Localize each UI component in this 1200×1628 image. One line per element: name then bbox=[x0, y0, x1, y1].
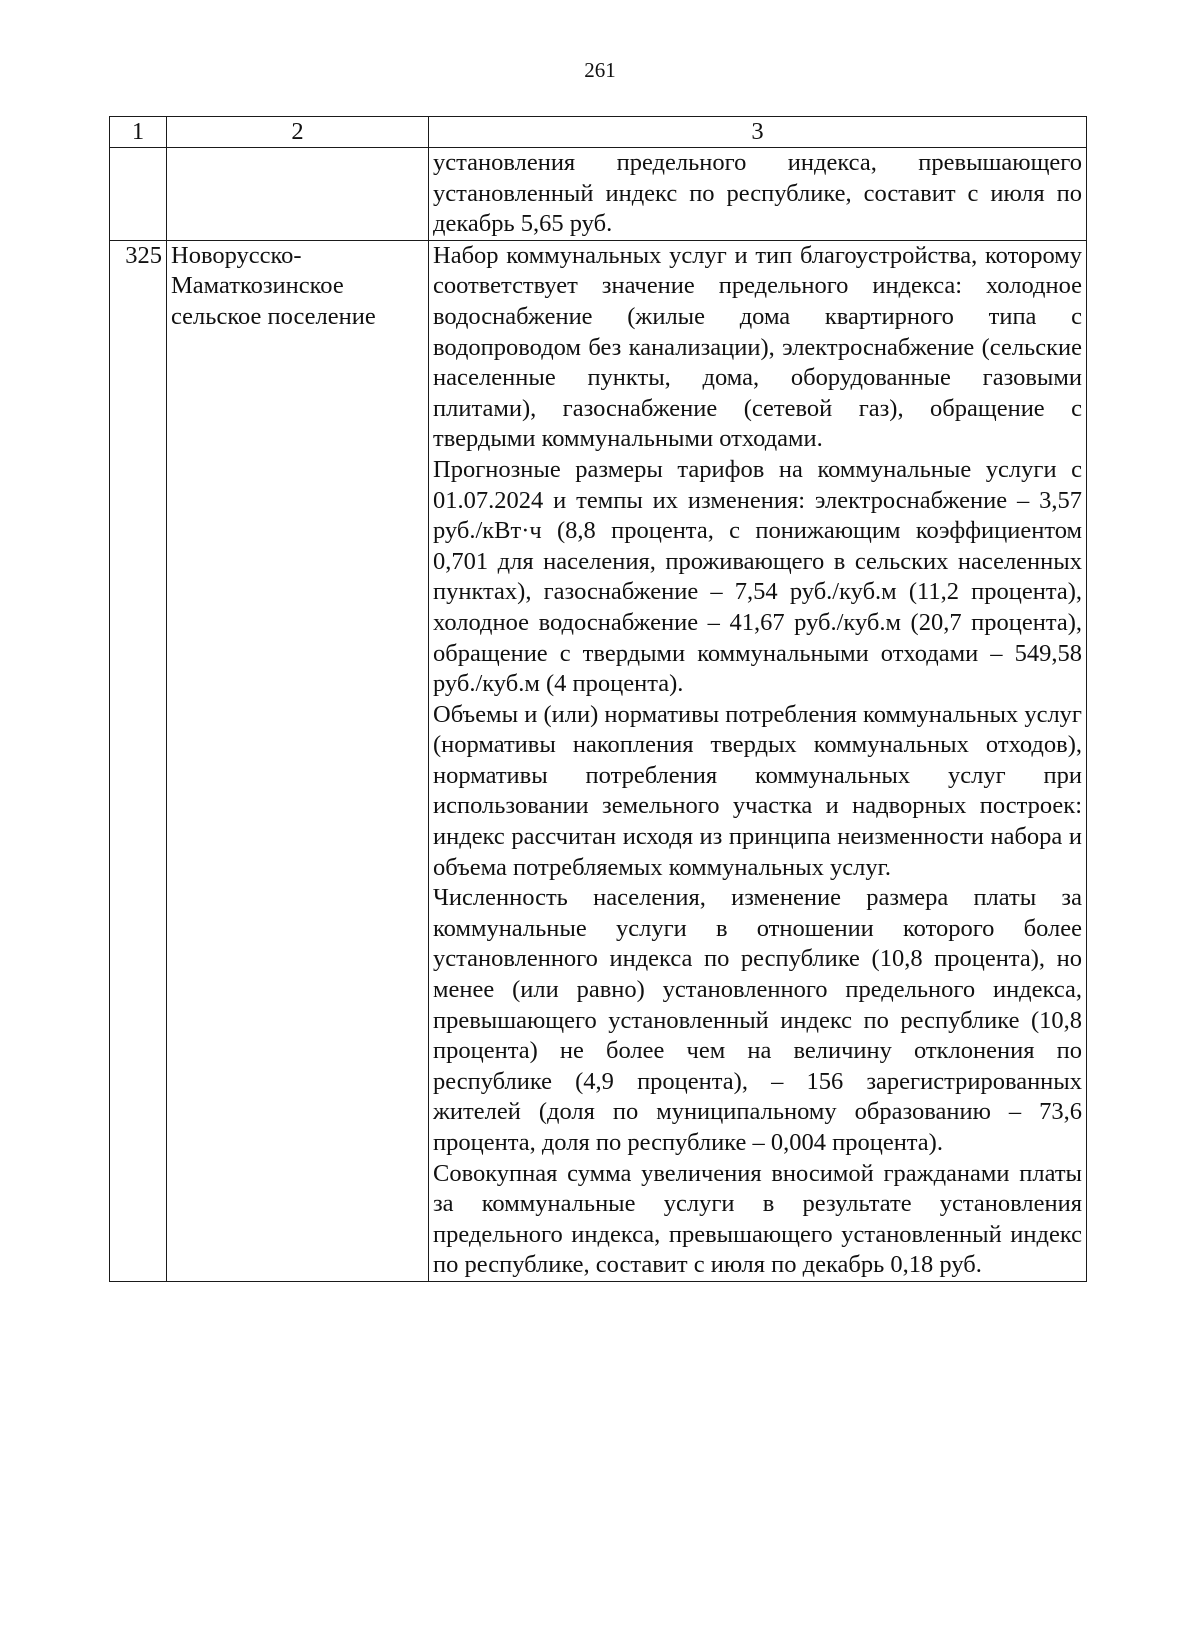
tariffs-paragraph: Прогнозные размеры тарифов на коммунальные услуги с 01.07.2024 и темпы их изменения: электроснабжение – 3,57 руб./кВт·ч (8,8 процента, с понижающим коэффициентом 0,701 для населения, проживающего в сельских населенных пунктах), газоснабжение – 7,54 руб./куб.м (11,2 процента), холодное водоснабжение – 41,67 руб./куб.м (20,7 процента), обращение с твердыми коммунальными отходами – 549,58 руб./куб.м (4 процента). bbox=[433, 455, 1082, 698]
column-header-3: 3 bbox=[429, 117, 1087, 148]
continuation-paragraph: установления предельного индекса, превышающего установленный индекс по республике, составит с июля по декабрь 5,65 руб. bbox=[433, 149, 1082, 238]
continuation-number-cell bbox=[110, 148, 167, 241]
continuation-name-cell bbox=[167, 148, 429, 241]
page-number: 261 bbox=[584, 58, 616, 82]
continuation-text-cell bbox=[429, 148, 1087, 241]
table-header-row bbox=[110, 117, 1087, 148]
row-description bbox=[429, 240, 1087, 1281]
tariff-table bbox=[109, 116, 1087, 1282]
continuation-row bbox=[110, 148, 1087, 241]
settlement-name: Новорусско-Маматкозинское сельское поселение bbox=[167, 240, 429, 1281]
row-number: 325 bbox=[110, 240, 167, 1281]
column-header-2: 2 bbox=[167, 117, 429, 148]
column-header-1: 1 bbox=[110, 117, 167, 148]
consumption-volumes-paragraph: Объемы и (или) нормативы потребления коммунальных услуг (нормативы накопления твердых коммунальных отходов), нормативы потребления коммунальных услуг при использовании земельного участка и надворных построек: индекс рассчитан исходя из принципа неизменности набора и объема потребляемых коммунальных услуг. bbox=[433, 700, 1082, 881]
table-row bbox=[110, 240, 1087, 1281]
total-increase-paragraph: Совокупная сумма увеличения вносимой гражданами платы за коммунальные услуги в результате установления предельного индекса, превышающего установленный индекс по республике, составит с июля по декабрь 0,18 руб. bbox=[433, 1159, 1082, 1279]
services-set-paragraph: Набор коммунальных услуг и тип благоустройства, которому соответствует значение предельного индекса: холодное водоснабжение (жилые дома квартирного типа с водопроводом без канализации), электроснабжение (сельские населенные пункты, дома, оборудованные газовыми плитами), газоснабжение (сетевой газ), обращение с твердыми коммунальными отходами. bbox=[433, 241, 1082, 453]
population-paragraph: Численность населения, изменение размера платы за коммунальные услуги в отношении которого более установленного индекса по республике (10,8 процента), но менее (или равно) установленного предельного индекса, превышающего установленный индекс по республике (10,8 процента) не более чем на величину отклонения по республике (4,9 процента), – 156 зарегистрированных жителей (доля по муниципальному образованию – 73,6 процента, доля по республике – 0,004 процента). bbox=[433, 884, 1082, 1156]
